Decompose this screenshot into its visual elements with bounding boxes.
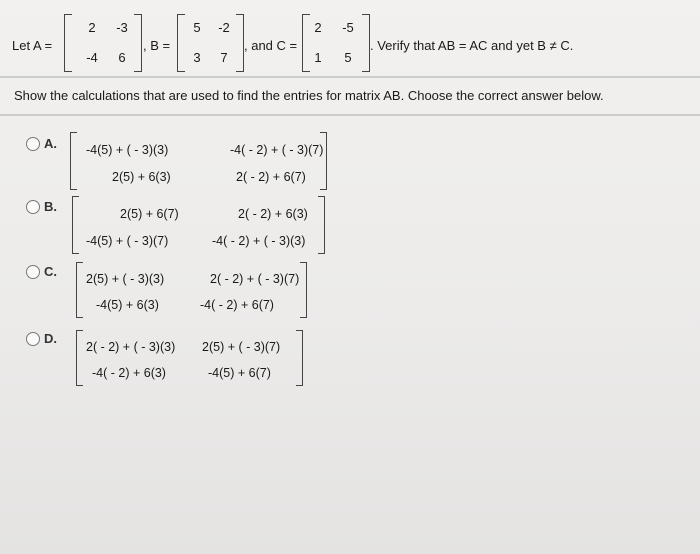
b-label: , B = [143,38,171,53]
matrix-a-cell: -3 [116,20,128,35]
option-a-entry: 2( - 2) + 6(7) [236,170,306,184]
option-a-label: A. [44,136,57,151]
c-label: , and C = [244,38,298,53]
matrix-c-cell: 2 [314,20,322,35]
let-a-label: Let A = [12,38,53,53]
option-b-right-bracket [318,196,325,254]
instruction-text: Show the calculations that are used to find the entries for matrix AB. Choose the correct answer below. [14,88,604,103]
option-c-right-bracket [300,262,307,318]
matrix-a-left-bracket [64,14,72,72]
divider-top [0,76,700,78]
option-a-entry: -4(5) + ( - 3)(3) [86,143,169,157]
option-c-left-bracket [76,262,83,318]
option-b-radio[interactable] [26,200,40,214]
option-d-radio[interactable] [26,332,40,346]
option-c-radio[interactable] [26,265,40,279]
option-b-entry: -4(5) + ( - 3)(7) [86,234,169,248]
option-b-entry: -4( - 2) + ( - 3)(3) [212,234,306,248]
option-b-entry: 2( - 2) + 6(3) [238,207,308,221]
matrix-a-cell: 6 [118,50,126,65]
option-d-entry: -4(5) + 6(7) [208,366,271,380]
option-d-label: D. [44,331,57,346]
option-b-entry: 2(5) + 6(7) [120,207,179,221]
option-b-label: B. [44,199,57,214]
matrix-c-cell: 1 [314,50,322,65]
matrix-b-left-bracket [177,14,185,72]
matrix-a-right-bracket [134,14,142,72]
option-a-entry: 2(5) + 6(3) [112,170,171,184]
option-a-radio[interactable] [26,137,40,151]
option-c-entry: -4( - 2) + 6(7) [200,298,274,312]
matrix-a-cell: -4 [86,50,98,65]
option-d-entry: 2(5) + ( - 3)(7) [202,340,281,354]
option-d-left-bracket [76,330,83,386]
option-c-label: C. [44,264,57,279]
verify-statement: . Verify that AB = AC and yet B ≠ C. [370,38,574,53]
matrix-b-cell: -2 [218,20,230,35]
option-c-entry: -4(5) + 6(3) [96,298,159,312]
option-a-entry: -4( - 2) + ( - 3)(7) [230,143,324,157]
divider-instruction [0,114,700,116]
matrix-b-cell: 7 [220,50,228,65]
matrix-c-cell: -5 [342,20,354,35]
option-c-entry: 2(5) + ( - 3)(3) [86,272,165,286]
matrix-c-cell: 5 [344,50,352,65]
option-d-entry: -4( - 2) + 6(3) [92,366,166,380]
matrix-a-cell: 2 [88,20,96,35]
option-a-left-bracket [70,132,77,190]
option-d-right-bracket [296,330,303,386]
matrix-b-cell: 3 [193,50,201,65]
option-d-entry: 2( - 2) + ( - 3)(3) [86,340,176,354]
option-a-right-bracket [320,132,327,190]
matrix-c-right-bracket [362,14,370,72]
matrix-b-right-bracket [236,14,244,72]
option-c-entry: 2( - 2) + ( - 3)(7) [210,272,300,286]
matrix-b-cell: 5 [193,20,201,35]
option-b-left-bracket [72,196,79,254]
